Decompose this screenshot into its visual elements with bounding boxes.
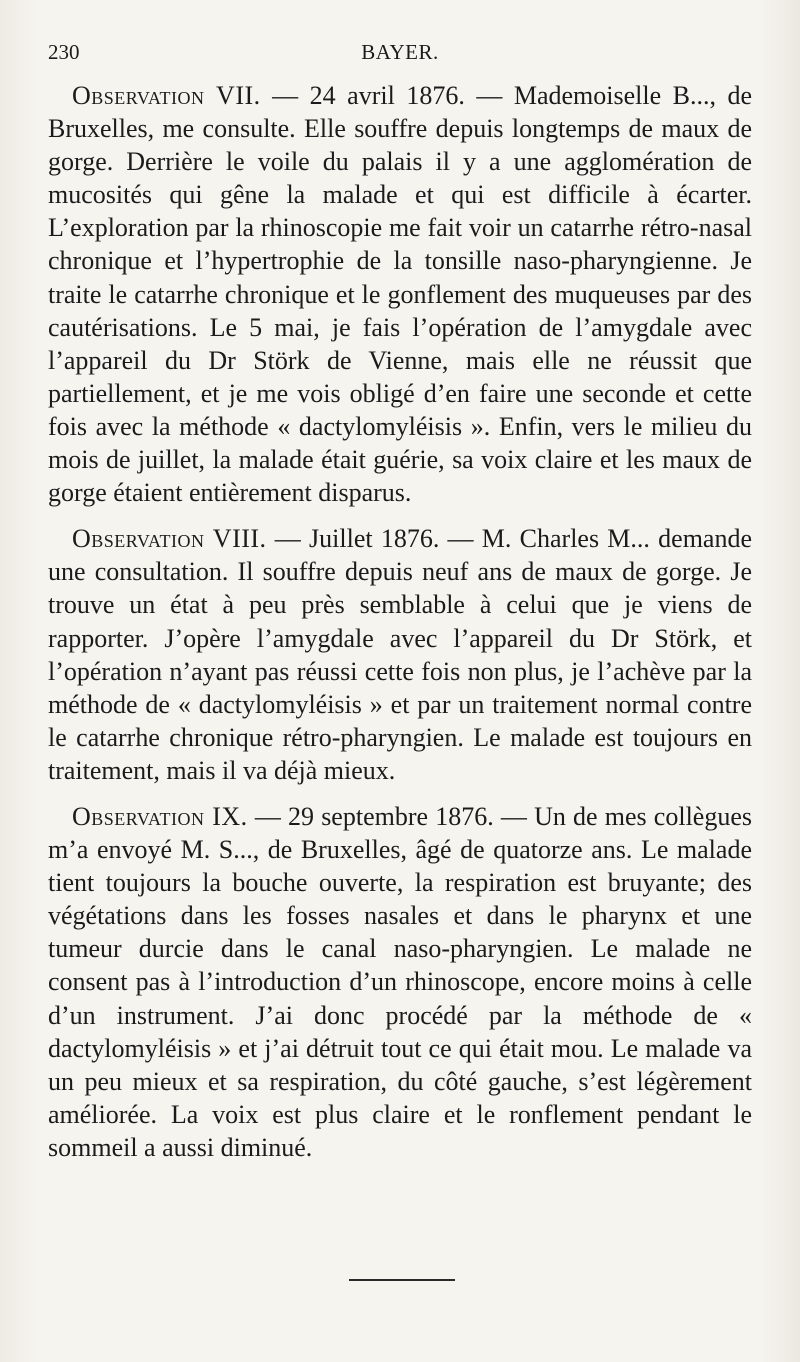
- observation-text: — 29 septembre 1876. — Un de mes collègues m’a envoyé M. S..., de Bruxelles, âgé de quatorze ans. Le malade tient toujours la bouche ouverte, la respiration est bruyante; des végétations dans les fosses nasales et dans le pharynx et une tumeur durcie dans le canal naso-pharyngien. Le malade ne consent pas à l’introduction d’un rhinoscope, encore moins à celle d’un instrument. J’ai donc procédé par la méthode de « dactylomyléisis » et j’ai détruit tout ce qui était mou. Le malade va un peu mieux et sa respiration, du côté gauche, s’est légèrement améliorée. La voix est plus claire et le ronflement pendant le sommeil a aussi diminué.: [48, 801, 752, 1162]
- running-title: BAYER.: [361, 40, 439, 64]
- observation-vii: [48, 79, 752, 509]
- observation-ix: [48, 800, 752, 1164]
- section-end-rule: [349, 1279, 455, 1281]
- observation-label: Observation VII.: [72, 81, 261, 110]
- observation-label: Observation VIII.: [72, 524, 267, 554]
- page-header: [48, 40, 752, 68]
- observation-viii: [48, 522, 752, 787]
- observation-text: — 24 avril 1876. — Mademoiselle B..., de Bruxelles, me consulte. Elle souffre depuis longtemps de maux de gorge. Derrière le voile du palais il y a une agglomération de mucosités qui gêne la malade et qui est difficile à écarter. L’exploration par la rhinoscopie me fait voir un catarrhe rétro-nasal chronique et l’hypertrophie de la tonsille naso-pharyngienne. Je traite le catarrhe chronique et le gonflement des muqueuses par des cautérisations. Le 5 mai, je fais l’opération de l’amygdale avec l’appareil du Dr Störk de Vienne, mais elle ne réussit que partiellement, et je me vois obligé d’en faire une seconde et cette fois avec la méthode « dactylomyléisis ». Enfin, vers le milieu du mois de juillet, la malade était guérie, sa voix claire et les maux de gorge étaient entièrement disparus.: [48, 81, 753, 508]
- page-number: 230: [48, 40, 80, 64]
- observation-text: — Juillet 1876. — M. Charles M... demande une consultation. Il souffre depuis neuf ans de maux de gorge. Je trouve un état à peu près semblable à celui que je viens de rapporter. J’opère l’amygdale avec l’appareil du Dr Störk, et l’opération n’ayant pas réussi cette fois non plus, je l’achève par la méthode de « dactylomyléisis » et par un traitement normal contre le catarrhe chronique rétro-pharyngien. Le malade est toujours en traitement, mais il va déjà mieux.: [48, 524, 753, 785]
- observation-label: Observation IX.: [72, 801, 248, 831]
- page-body: [48, 79, 752, 1164]
